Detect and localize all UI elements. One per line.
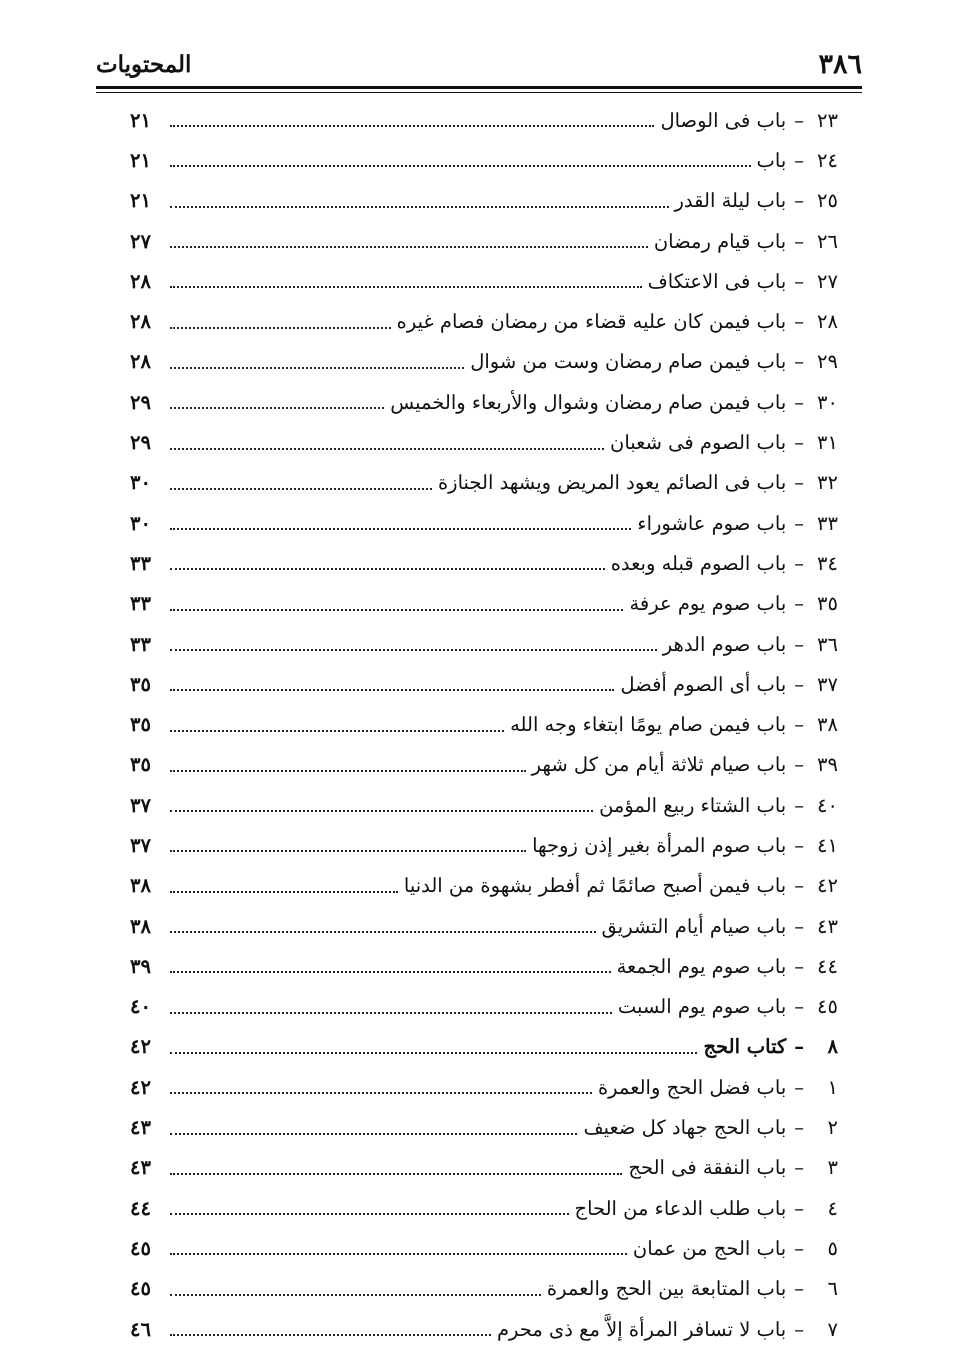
- toc-entry-title: باب: [756, 148, 787, 172]
- toc-entry-page: ٣٧: [130, 833, 151, 857]
- table-of-contents: [130, 100, 838, 1349]
- toc-entry-number: ٤٥: [817, 995, 838, 1019]
- toc-entry-separator: –: [794, 954, 804, 978]
- dot-leader: [170, 730, 504, 732]
- toc-entry-separator: –: [794, 1075, 804, 1099]
- dot-leader: [170, 367, 464, 369]
- toc-entry: [130, 100, 838, 140]
- toc-entry-page: ٢٨: [130, 350, 151, 374]
- toc-entry-page: ٣٣: [130, 632, 151, 656]
- toc-entry-number: ٦: [827, 1277, 838, 1301]
- dot-leader: [170, 1012, 612, 1014]
- toc-entry: [130, 704, 838, 744]
- toc-entry-number: ٢٧: [817, 269, 838, 293]
- dot-leader: [170, 810, 593, 812]
- dot-leader: [170, 1173, 622, 1175]
- dot-leader: [170, 407, 384, 409]
- toc-entry-separator: –: [794, 995, 804, 1019]
- toc-entry-title: باب صوم يوم السبت: [617, 995, 787, 1019]
- toc-entry: [130, 342, 838, 382]
- toc-entry-title: باب الحج جهاد كل ضعيف: [583, 1116, 787, 1140]
- dot-leader: [170, 1092, 592, 1094]
- dot-leader: [170, 609, 623, 611]
- toc-entry-title: باب المتابعة بين الحج والعمرة: [546, 1277, 787, 1301]
- toc-entry-separator: –: [794, 874, 804, 898]
- toc-entry-page: ٤٦: [130, 1317, 151, 1341]
- toc-entry-separator: –: [794, 1116, 804, 1140]
- toc-entry-page: ٣٨: [130, 874, 151, 898]
- toc-entry-title: كتاب الحج: [703, 1035, 787, 1059]
- toc-entry: [130, 825, 838, 865]
- toc-entry-number: ٤٤: [817, 954, 838, 978]
- toc-entry-number: ٤١: [817, 833, 838, 857]
- dot-leader: [170, 165, 751, 167]
- toc-entry-separator: –: [794, 1196, 804, 1220]
- toc-entry-page: ٤٢: [130, 1075, 151, 1099]
- toc-entry-title: باب الصوم فى شعبان: [610, 431, 787, 455]
- toc-entry-page: ٢٧: [130, 229, 151, 253]
- dot-leader: [170, 649, 657, 651]
- toc-entry: [130, 382, 838, 422]
- toc-entry: [130, 301, 838, 341]
- toc-entry-page: ٤٥: [130, 1277, 151, 1301]
- toc-entry: [130, 463, 838, 503]
- toc-entry: [130, 1148, 838, 1188]
- toc-entry-page: ٤٣: [130, 1156, 151, 1180]
- toc-entry-separator: –: [794, 511, 804, 535]
- toc-entry-separator: –: [794, 1236, 804, 1260]
- dot-leader: [170, 286, 642, 288]
- toc-entry-number: ٣١: [817, 431, 838, 455]
- toc-entry: [130, 221, 838, 261]
- toc-entry-separator: –: [794, 350, 804, 374]
- toc-entry-page: ٣٧: [130, 793, 151, 817]
- toc-entry-page: ٢٩: [130, 390, 151, 414]
- toc-entry: [130, 261, 838, 301]
- toc-entry-number: ٤: [827, 1196, 838, 1220]
- dot-leader: [170, 931, 596, 933]
- toc-entry-separator: –: [794, 632, 804, 656]
- toc-entry-number: ٤٣: [817, 914, 838, 938]
- toc-entry-number: ٣٨: [817, 713, 838, 737]
- toc-entry-number: ٢٩: [817, 350, 838, 374]
- toc-entry-number: ٢٨: [817, 310, 838, 334]
- toc-entry-title: باب صيام أيام التشريق: [601, 914, 787, 938]
- toc-entry-number: ٣: [827, 1156, 838, 1180]
- toc-entry-page: ٣٠: [130, 511, 151, 535]
- toc-entry-separator: –: [794, 310, 804, 334]
- toc-entry-number: ٨: [827, 1035, 838, 1059]
- toc-entry-title: باب فى الاعتكاف: [647, 269, 787, 293]
- toc-entry-title: باب صوم يوم عرفة: [629, 592, 787, 616]
- toc-entry-page: ٤٥: [130, 1236, 151, 1260]
- toc-entry-title: باب فى الوصال: [660, 108, 787, 132]
- toc-entry-page: ٤٤: [130, 1196, 151, 1220]
- toc-entry-title: باب فيمن كان عليه قضاء من رمضان فصام غيره: [396, 310, 787, 334]
- toc-entry-separator: –: [794, 148, 804, 172]
- toc-entry-number: ١: [827, 1075, 838, 1099]
- toc-entry-title: باب النفقة فى الحج: [628, 1156, 787, 1180]
- toc-entry-number: ٣٩: [817, 753, 838, 777]
- toc-entry-page: ٣٩: [130, 954, 151, 978]
- page-number: ٣٨٦: [818, 48, 862, 80]
- toc-entry-page: ٣٣: [130, 592, 151, 616]
- dot-leader: [170, 488, 432, 490]
- dot-leader: [170, 568, 605, 570]
- dot-leader: [170, 1334, 491, 1336]
- dot-leader: [170, 770, 526, 772]
- toc-entry-title: باب الحج من عمان: [632, 1236, 787, 1260]
- toc-entry: [130, 503, 838, 543]
- toc-entry-number: ٢٣: [817, 108, 838, 132]
- toc-entry-page: ٣٨: [130, 914, 151, 938]
- toc-entry-title: باب لا تسافر المرأة إلاَّ مع ذى محرم: [496, 1317, 787, 1341]
- toc-entry-number: ٢٤: [817, 148, 838, 172]
- toc-entry-page: ٢١: [130, 148, 151, 172]
- toc-entry-page: ٣٥: [130, 753, 151, 777]
- dot-leader: [170, 327, 391, 329]
- toc-entry-number: ٥: [827, 1236, 838, 1260]
- toc-entry-separator: –: [794, 833, 804, 857]
- dot-leader: [170, 1052, 697, 1054]
- toc-entry-number: ٣٠: [817, 390, 838, 414]
- toc-entry-separator: –: [794, 390, 804, 414]
- dot-leader: [170, 891, 398, 893]
- toc-entry-page: ٤٠: [130, 995, 151, 1019]
- toc-entry: [130, 624, 838, 664]
- toc-entry-separator: –: [794, 1035, 804, 1059]
- toc-entry-page: ٣٥: [130, 672, 151, 696]
- toc-entry-number: ٧: [827, 1317, 838, 1341]
- toc-entry: [130, 1067, 838, 1107]
- toc-entry-page: ٣٣: [130, 551, 151, 575]
- toc-entry-number: ٢٦: [817, 229, 838, 253]
- toc-entry-title: باب ليلة القدر: [674, 189, 787, 213]
- dot-leader: [170, 125, 654, 127]
- toc-entry: [130, 1309, 838, 1349]
- toc-entry-title: باب قيام رمضان: [653, 229, 787, 253]
- dot-leader: [170, 1213, 569, 1215]
- toc-entry-separator: –: [794, 753, 804, 777]
- toc-entry-page: ٤٢: [130, 1035, 151, 1059]
- dot-leader: [170, 1133, 577, 1135]
- toc-entry-page: ٣٠: [130, 471, 151, 495]
- toc-entry-page: ٢١: [130, 189, 151, 213]
- toc-entry-separator: –: [794, 1277, 804, 1301]
- toc-entry-separator: –: [794, 713, 804, 737]
- header-rule-thin: [96, 92, 862, 93]
- toc-entry-number: ٣٧: [817, 672, 838, 696]
- toc-entry-title: باب أى الصوم أفضل: [620, 672, 787, 696]
- toc-entry-number: ٣٢: [817, 471, 838, 495]
- toc-entry-title: باب فيمن صام رمضان وست من شوال: [470, 350, 787, 374]
- toc-entry-number: ٣٦: [817, 632, 838, 656]
- toc-entry-title: باب فى الصائم يعود المريض ويشهد الجنازة: [437, 471, 787, 495]
- toc-entry-number: ٢: [827, 1116, 838, 1140]
- toc-entry-title: باب صوم عاشوراء: [637, 511, 787, 535]
- dot-leader: [170, 246, 648, 248]
- toc-entry-page: ٣٥: [130, 713, 151, 737]
- toc-entry-separator: –: [794, 672, 804, 696]
- toc-entry-page: ٢١: [130, 108, 151, 132]
- toc-entry: [130, 1269, 838, 1309]
- toc-entry-title: باب الصوم قبله وبعده: [610, 551, 787, 575]
- toc-entry-separator: –: [794, 1156, 804, 1180]
- toc-entry: [130, 1107, 838, 1147]
- toc-entry-number: ٤٠: [817, 793, 838, 817]
- toc-entry-title: باب صوم المرأة بغير إذن زوجها: [532, 833, 787, 857]
- toc-entry: [130, 181, 838, 221]
- toc-entry-separator: –: [794, 108, 804, 132]
- toc-entry: [130, 140, 838, 180]
- toc-entry-separator: –: [794, 189, 804, 213]
- toc-entry: [130, 987, 838, 1027]
- dot-leader: [170, 528, 631, 530]
- toc-entry: [130, 1188, 838, 1228]
- toc-entry-separator: –: [794, 1317, 804, 1341]
- toc-entry-title: باب الشتاء ربيع المؤمن: [599, 793, 787, 817]
- toc-entry-page: ٢٩: [130, 431, 151, 455]
- toc-entry-separator: –: [794, 229, 804, 253]
- toc-entry: [130, 543, 838, 583]
- toc-entry-number: ٢٥: [817, 189, 838, 213]
- dot-leader: [170, 1253, 627, 1255]
- header-rule-thick: [96, 86, 862, 89]
- toc-entry: [130, 906, 838, 946]
- toc-entry: [130, 422, 838, 462]
- running-title: المحتويات: [96, 50, 192, 78]
- toc-entry-number: ٣٥: [817, 592, 838, 616]
- dot-leader: [170, 448, 604, 450]
- dot-leader: [170, 1294, 541, 1296]
- toc-entry-separator: –: [794, 471, 804, 495]
- dot-leader: [170, 850, 526, 852]
- dot-leader: [170, 206, 669, 208]
- toc-entry: [130, 745, 838, 785]
- page-header: [96, 44, 862, 84]
- toc-entry-title: باب فيمن أصبح صائمًا ثم أفطر بشهوة من الدنيا: [403, 874, 787, 898]
- toc-entry-title: باب فيمن صام يومًا ابتغاء وجه الله: [510, 713, 787, 737]
- toc-entry: [130, 946, 838, 986]
- toc-entry-number: ٤٢: [817, 874, 838, 898]
- toc-entry-title: باب فضل الحج والعمرة: [597, 1075, 787, 1099]
- toc-entry: [130, 866, 838, 906]
- toc-entry-separator: –: [794, 914, 804, 938]
- toc-entry-page: ٢٨: [130, 269, 151, 293]
- toc-entry-separator: –: [794, 592, 804, 616]
- toc-entry: [130, 584, 838, 624]
- toc-entry-title: باب صيام ثلاثة أيام من كل شهر: [531, 753, 787, 777]
- toc-entry-title: باب فيمن صام رمضان وشوال والأربعاء والخميس: [390, 390, 787, 414]
- toc-entry-number: ٣٤: [817, 551, 838, 575]
- toc-entry-page: ٢٨: [130, 310, 151, 334]
- toc-entry-number: ٣٣: [817, 511, 838, 535]
- toc-entry-separator: –: [794, 269, 804, 293]
- dot-leader: [170, 971, 611, 973]
- toc-entry-title: باب صوم يوم الجمعة: [616, 954, 787, 978]
- toc-entry: [130, 664, 838, 704]
- toc-entry-separator: –: [794, 551, 804, 575]
- dot-leader: [170, 689, 614, 691]
- toc-entry-separator: –: [794, 793, 804, 817]
- toc-entry: [130, 1228, 838, 1268]
- toc-entry-separator: –: [794, 431, 804, 455]
- toc-entry-title: باب طلب الدعاء من الحاج: [574, 1196, 787, 1220]
- toc-book-heading: [130, 1027, 838, 1067]
- toc-entry: [130, 785, 838, 825]
- toc-entry-title: باب صوم الدهر: [662, 632, 787, 656]
- toc-entry-page: ٤٣: [130, 1116, 151, 1140]
